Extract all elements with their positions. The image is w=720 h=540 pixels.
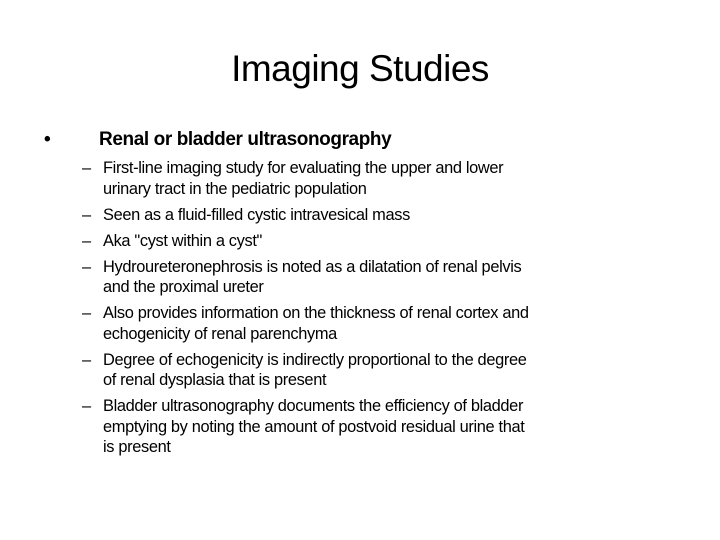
dash-bullet-icon: – <box>82 350 91 369</box>
sub-bullet-item <box>82 158 682 199</box>
sub-bullet-line: and the proximal ureter <box>103 278 264 296</box>
sub-bullet-item <box>82 257 682 298</box>
sub-bullet-line: emptying by noting the amount of postvoid residual urine that <box>103 417 525 436</box>
sub-bullet-line: Aka "cyst within a cyst" <box>103 231 262 250</box>
slide-title: Imaging Studies <box>231 48 489 89</box>
bullet-text: Renal or bladder ultrasonography <box>99 129 392 150</box>
sub-bullet-item <box>82 350 682 391</box>
dash-bullet-icon: – <box>82 304 91 322</box>
sub-bullet-line: echogenicity of renal parenchyma <box>103 324 337 343</box>
sub-bullet-line: of renal dysplasia that is present <box>103 371 327 389</box>
sub-bullet-line: is present <box>103 438 171 456</box>
bullet-icon: • <box>44 129 51 150</box>
dash-bullet-icon: – <box>82 397 91 415</box>
sub-bullet-line: Degree of echogenicity is indirectly proportional to the degree <box>103 350 527 369</box>
sub-bullet-line: Seen as a fluid-filled cystic intravesical mass <box>103 205 410 224</box>
sub-bullet-list <box>82 158 682 463</box>
sub-bullet-line: Hydroureteronephrosis is noted as a dilatation of renal pelvis <box>103 257 522 276</box>
dash-bullet-icon: – <box>82 257 91 276</box>
sub-bullet-line: First-line imaging study for evaluating the upper and lower <box>103 159 504 177</box>
dash-bullet-icon: – <box>82 231 91 250</box>
sub-bullet-item <box>82 396 682 458</box>
sub-bullet-line: Also provides information on the thickness of renal cortex and <box>103 304 529 322</box>
sub-bullet-line: urinary tract in the pediatric population <box>103 179 367 198</box>
sub-bullet-item <box>82 303 682 344</box>
sub-bullet-item <box>82 205 682 226</box>
sub-bullet-item <box>82 231 682 252</box>
dash-bullet-icon: – <box>82 159 91 177</box>
dash-bullet-icon: – <box>82 205 91 224</box>
sub-bullet-line: Bladder ultrasonography documents the efficiency of bladder <box>103 397 524 415</box>
